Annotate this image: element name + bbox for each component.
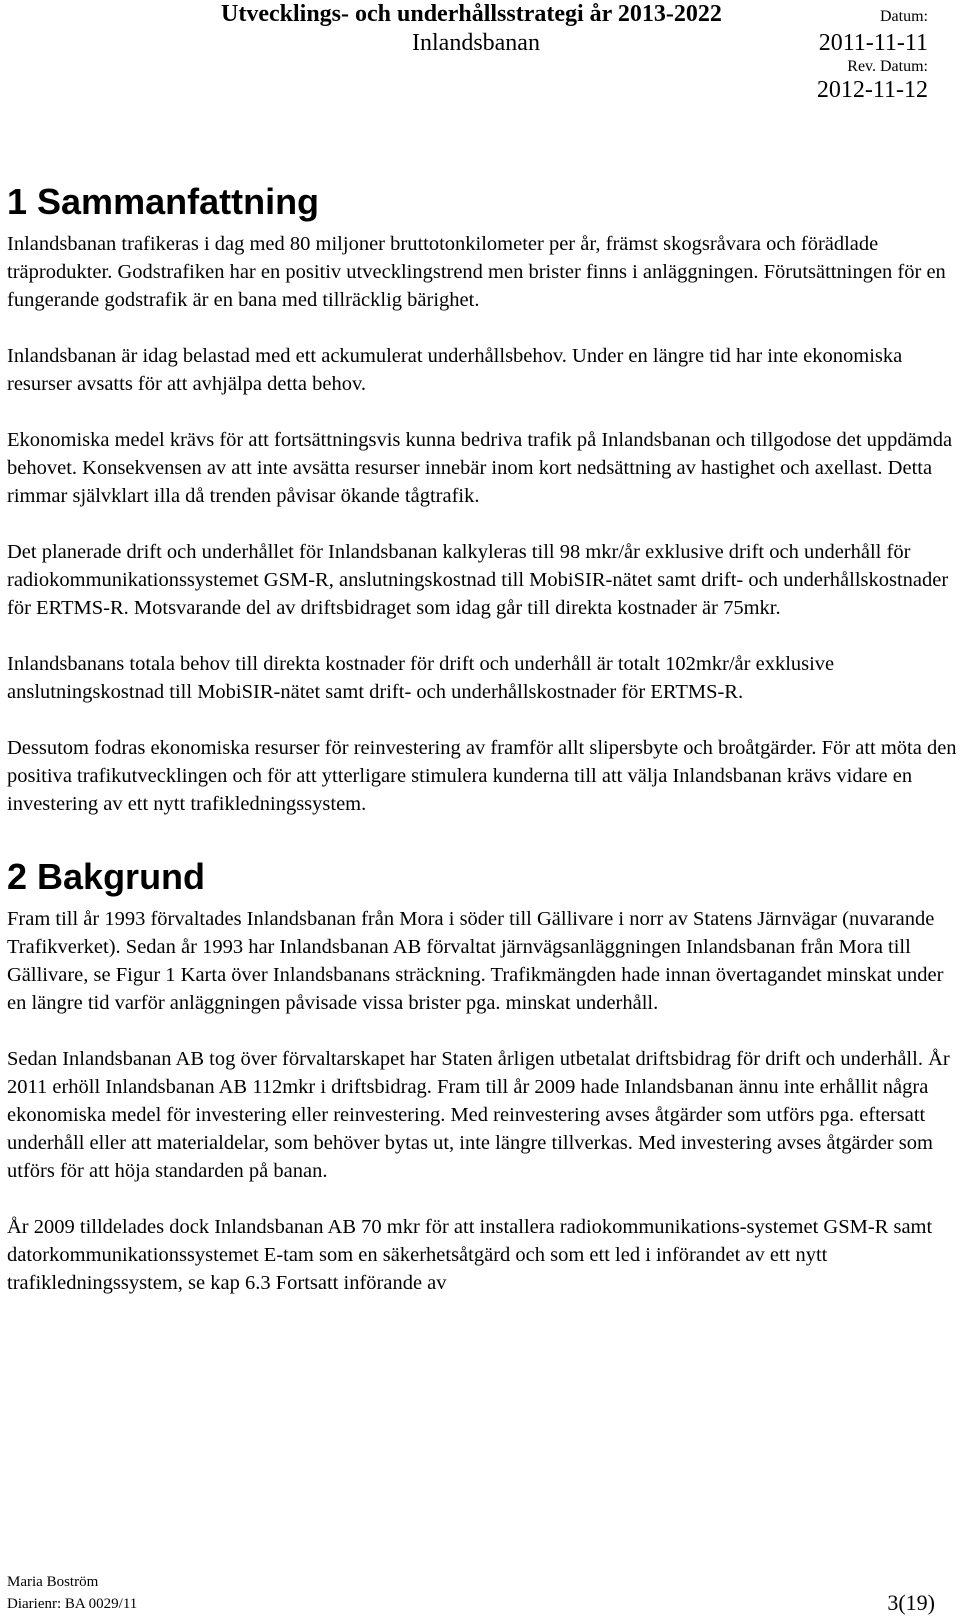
page-number: 3(19) bbox=[887, 1590, 935, 1615]
paragraph: Inlandsbanan är idag belastad med ett ackumulerat underhållsbehov. Under en längre tid har inte ekonomiska resurser avsatts för att avhjälpa detta behov. bbox=[7, 345, 903, 395]
paragraph: Dessutom fodras ekonomiska resurser för reinvestering av framför allt slipersbyte och broåtgärder. För att möta den positiva trafikutvecklingen och för att ytterligare stimulera kunderna till att välja Inlandsbanan krävs vidare en investering av ett nytt trafikledningssystem. bbox=[7, 737, 957, 815]
revision-date-label: Rev. Datum: bbox=[847, 58, 928, 75]
date-value: 2011-11-11 bbox=[818, 30, 928, 56]
page-header bbox=[0, 0, 960, 110]
revision-date-value: 2012-11-12 bbox=[816, 77, 928, 103]
section-heading: 2 Bakgrund bbox=[7, 856, 206, 897]
paragraph: Sedan Inlandsbanan AB tog över förvaltarskapet har Staten årligen utbetalat driftsbidrag för drift och underhåll. År 2011 erhöll Inlandsbanan AB 112mkr i driftsbidrag. Fram till år 2009 hade Inlandsbanan ännu inte erhållit några ekonomiska medel för investering eller reinvestering. Med reinvestering avses åtgärder som utförs pga. eftersatt underhåll eller att materialdelar, som behöver bytas ut, inte längre tillverkas. Med investering avses åtgärder som utförs för att höja standarden på banan. bbox=[7, 1048, 950, 1182]
section-sammanfattning bbox=[7, 180, 957, 818]
paragraph: År 2009 tilldelades dock Inlandsbanan AB 70 mkr för att installera radiokommunikations-systemet GSM-R samt datorkommunikationssystemet E-tam som en säkerhetsåtgärd och som ett led i införandet av ett nytt trafikledningssystem, se kap 6.3 Fortsatt införande av bbox=[7, 1216, 933, 1294]
section-heading: 1 Sammanfattning bbox=[7, 181, 320, 222]
diary-number: Diarienr: BA 0029/11 bbox=[7, 1596, 138, 1612]
paragraph: Fram till år 1993 förvaltades Inlandsbanan från Mora i söder till Gällivare i norr av Statens Järnvägar (nuvarande Trafikverket). Sedan år 1993 har Inlandsbanan AB förvaltat järnvägsanläggningen Inlandsbanan från Mora till Gällivare, se Figur 1 Karta över Inlandsbanans sträckning. Trafikmängden hade innan övertagandet minskat under en längre tid varför anläggningen påvisade vissa brister pga. minskat underhåll. bbox=[7, 908, 944, 1014]
author-name: Maria Boström bbox=[7, 1574, 99, 1590]
document-title: Utvecklings- och underhållsstrategi år 2013-2022 bbox=[221, 1, 722, 27]
document-body bbox=[7, 180, 957, 1297]
paragraph: Ekonomiska medel krävs för att fortsättningsvis kunna bedriva trafik på Inlandsbanan och tillgodose det uppdämda behovet. Konsekvensen av att inte avsätta resurser innebär inom kort nedsättning av hastighet och axellast. Detta rimmar självklart illa då trenden påvisar ökande tågtrafik. bbox=[7, 429, 953, 507]
paragraph: Inlandsbanan trafikeras i dag med 80 miljoner bruttotonkilometer per år, främst skogsråvara och förädlade träprodukter. Godstrafiken har en positiv utvecklingstrend men brister finns i anläggningen. Förutsättningen för en fungerande godstrafik är en bana med tillräcklig bärighet. bbox=[7, 233, 946, 311]
paragraph: Inlandsbanans totala behov till direkta kostnader för drift och underhåll är totalt 102mkr/år exklusive anslutningskostnad till MobiSIR-nätet samt drift- och underhållskostnader för ERTMS-R. bbox=[7, 653, 835, 703]
date-label: Datum: bbox=[880, 8, 928, 25]
paragraph: Det planerade drift och underhållet för Inlandsbanan kalkyleras till 98 mkr/år exklusive drift och underhåll för radiokommunikationssystemet GSM-R, anslutningskostnad till MobiSIR-nätet samt drift- och underhållskostnader för ERTMS-R. Motsvarande del av driftsbidraget som idag går till direkta kostnader är 75mkr. bbox=[7, 541, 949, 619]
page-footer bbox=[7, 1574, 935, 1624]
organization-name: Inlandsbanan bbox=[412, 30, 540, 56]
section-bakgrund bbox=[7, 855, 957, 1297]
